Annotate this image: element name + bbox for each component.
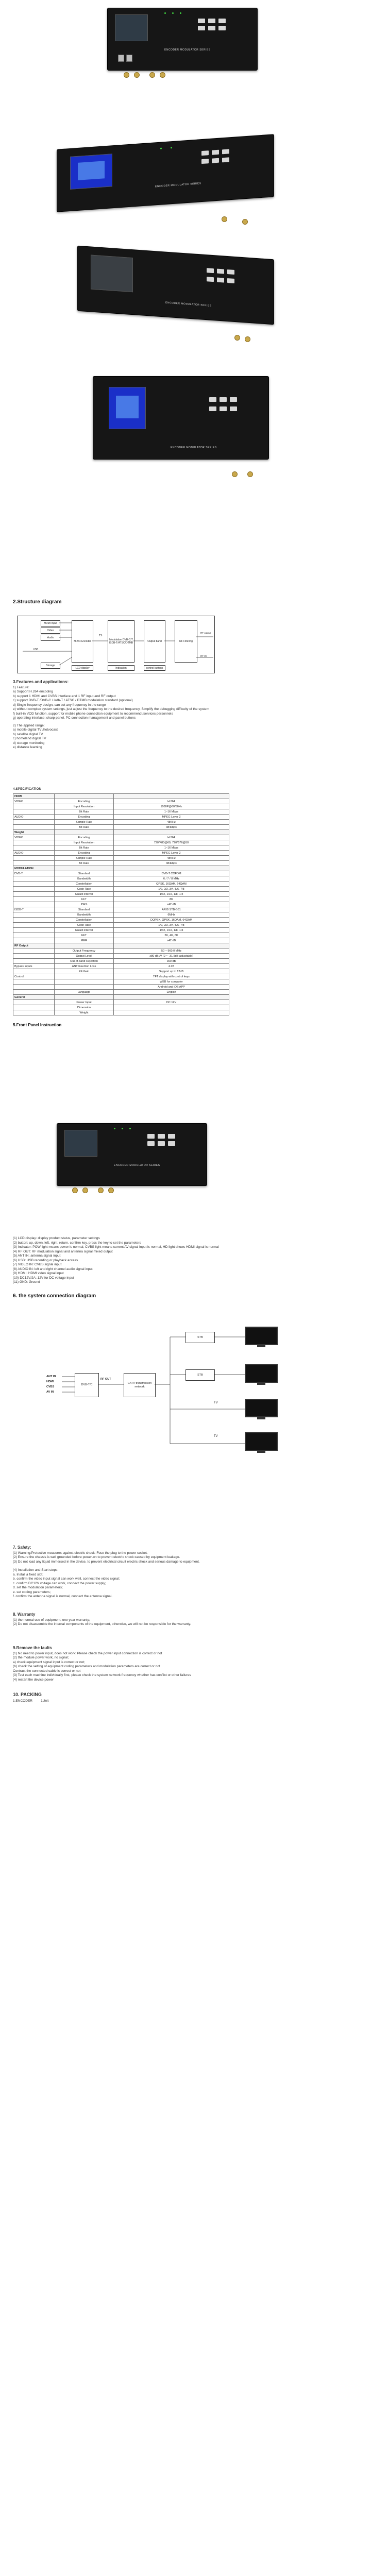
spec-cell: VIDEO <box>13 835 55 840</box>
spec-row <box>13 918 229 923</box>
sys-input-hdmi: HDMI <box>46 1380 54 1383</box>
spec-cell: Android and iOS APP <box>114 985 229 990</box>
input-usb: USB <box>33 648 39 651</box>
spec-cell: Bit Rate <box>55 809 114 815</box>
spec-cell: Input Resolution <box>55 804 114 809</box>
spec-cell: ANT Insertion Loss <box>55 964 114 969</box>
product-photo-3: ENCODER MODULATOR SERIES <box>0 242 388 361</box>
system-connectors <box>13 1309 374 1473</box>
remove-line: Contract the connected cable is correct or not <box>13 1669 81 1673</box>
front-panel-line: (5) ANT IN: antenna signal input <box>13 1254 61 1258</box>
spec-cell <box>114 943 229 948</box>
packing-section <box>13 1692 48 1703</box>
spec-cell: Encoding <box>55 851 114 856</box>
spec-cell: Standard <box>55 907 114 912</box>
device-brand-label: ENCODER MODULATOR SERIES <box>164 48 211 52</box>
spec-cell <box>114 1005 229 1010</box>
spec-cell <box>55 943 114 948</box>
spec-cell: QPSK, 16QAM, 64QAM <box>114 882 229 887</box>
spec-cell <box>13 912 55 918</box>
spec-row <box>13 882 229 887</box>
packing-title: 10. PACKING <box>13 1692 42 1697</box>
spec-cell: Out-of-band Rejection <box>55 959 114 964</box>
spec-cell: AUDIO <box>13 815 55 820</box>
spec-row <box>13 887 229 892</box>
spec-cell <box>13 918 55 923</box>
front-panel-line: (3) Indicator: POW light means power is normal, CVBS light means current AV signal input is normal, HD light shows HDMI signal is normal <box>13 1245 219 1249</box>
block-output-band: Output band <box>144 620 165 663</box>
spec-row <box>13 861 229 866</box>
spec-cell: FFT <box>55 897 114 902</box>
spec-cell: MPEG Layer 2 <box>114 851 229 856</box>
spec-cell: Guard interval <box>55 928 114 933</box>
block-control-buttons: control buttons <box>144 665 165 671</box>
spec-row <box>13 969 229 974</box>
spec-cell: Code Rate <box>55 923 114 928</box>
spec-cell: Bit Rate <box>55 861 114 866</box>
spec-row <box>13 928 229 933</box>
spec-cell <box>13 969 55 974</box>
structure-diagram <box>17 616 215 673</box>
spec-row <box>13 840 229 845</box>
spec-cell <box>114 1010 229 1015</box>
spec-cell: Guard interval <box>55 892 114 897</box>
spec-cell: General <box>13 995 55 1000</box>
spec-cell <box>13 856 55 861</box>
spec-cell <box>114 830 229 835</box>
spec-cell: AUDIO <box>13 851 55 856</box>
front-panel-line: (1) LCD display: display product status, parameter settings <box>13 1236 100 1240</box>
feature-line: d) Single frequency design, can set any frequency in the range <box>13 703 106 707</box>
spec-cell: Dimension <box>55 1005 114 1010</box>
spec-cell: MER <box>55 938 114 943</box>
safety-line: e. set coding parameters; <box>13 1590 51 1594</box>
spec-row <box>13 1010 229 1015</box>
front-panel-line: (2) button: up, down, left, right, return, confirm key, press the key to set the parameters <box>13 1241 141 1245</box>
sys-device-box: DVB-T/C <box>75 1373 99 1397</box>
spec-cell <box>13 804 55 809</box>
feature-line: a) Support H.264 encoding <box>13 690 53 693</box>
spec-row <box>13 809 229 815</box>
front-panel-line: (6) USB: USB recording or playback access <box>13 1258 78 1262</box>
spec-cell: FFT <box>55 933 114 938</box>
remove-line: (3) Test each machine individually first, please check the system network frequency whether has conflict or other failures <box>13 1673 191 1677</box>
spec-cell: Power Input <box>55 1000 114 1005</box>
input-audio: Audio <box>41 635 60 641</box>
spec-row <box>13 871 229 876</box>
input-rf-label: RF IN <box>200 655 207 657</box>
spec-cell: 2K, 4K, 8K <box>114 933 229 938</box>
spec-row <box>13 1000 229 1005</box>
spec-row <box>13 825 229 830</box>
safety-line: (1) Warning:Protective measures against electric shock: Fuse the plug to the power socket. <box>13 1551 148 1555</box>
spec-cell: Bit Rate <box>55 825 114 830</box>
spec-row <box>13 1005 229 1010</box>
spec-cell <box>13 876 55 882</box>
spec-row <box>13 995 229 1000</box>
block-ts-label: TS <box>99 634 103 637</box>
spec-row <box>13 815 229 820</box>
front-panel-line: (8) AUDIO IN: left and right channel audio signal input <box>13 1267 93 1271</box>
sys-stb-1: STB <box>185 1332 215 1343</box>
feature-line: b) support 1 HDMI and CVBS interface and 1 RF input and RF output <box>13 694 116 698</box>
spec-cell: DVB-T <box>13 871 55 876</box>
spec-cell <box>13 820 55 825</box>
app-line: c) homeland digital TV <box>13 737 46 740</box>
spec-cell: ≥60 dB <box>114 959 229 964</box>
front-panel-line: (7) VIDEO IN: CVBS signal input <box>13 1263 62 1266</box>
structure-connectors <box>18 616 214 673</box>
spec-cell <box>13 990 55 995</box>
safety-line: c. confirm DC12V voltage can work, connect the power supply; <box>13 1581 106 1585</box>
spec-cell: Bandwidth <box>55 912 114 918</box>
spec-cell <box>13 892 55 897</box>
spec-cell <box>55 794 114 799</box>
safety-line <box>13 1564 200 1568</box>
spec-row <box>13 866 229 871</box>
spec-cell: Control <box>13 974 55 979</box>
spec-title: 4.SPECIFICATION <box>13 787 42 791</box>
features-section <box>13 680 209 750</box>
spec-cell: 48KHz <box>114 856 229 861</box>
spec-cell: 4 dB <box>114 964 229 969</box>
spec-row <box>13 799 229 804</box>
spec-cell: Sample Rate <box>55 856 114 861</box>
sys-rf-out-label: RF OUT <box>100 1378 111 1381</box>
spec-cell: ARIB STB-B31 <box>114 907 229 912</box>
spec-cell <box>13 954 55 959</box>
spec-row <box>13 954 229 959</box>
remove-section <box>13 1646 191 1682</box>
spec-cell <box>13 938 55 943</box>
spec-cell: Weight <box>13 830 55 835</box>
sys-input-ant: ANT IN <box>46 1375 56 1378</box>
spec-cell: WEB for computer <box>114 979 229 985</box>
spec-cell: ≤42 dB <box>114 902 229 907</box>
spec-row <box>13 933 229 938</box>
spec-row <box>13 948 229 954</box>
app-line: b) satellite digital TV <box>13 732 43 736</box>
spec-cell <box>13 882 55 887</box>
spec-row <box>13 851 229 856</box>
front-panel-line: (11) GND: Ground <box>13 1280 40 1284</box>
block-encoder: H.264 Encoder <box>72 620 93 663</box>
spec-cell: DVB-T COFDM <box>114 871 229 876</box>
app-title: 2) The applied range: <box>13 723 45 727</box>
spec-cell: 384kbps <box>114 825 229 830</box>
feature-line: f) built-in VOD function, support for mobile phone connection equipment to recommend /services personnels <box>13 711 173 716</box>
spec-cell <box>13 840 55 845</box>
spec-cell <box>114 794 229 799</box>
spec-cell <box>13 1005 55 1010</box>
spec-cell: Output Frequency <box>55 948 114 954</box>
spec-cell: English <box>114 990 229 995</box>
sys-tv-label-2: TV <box>214 1435 218 1438</box>
spec-cell: H.264 <box>114 835 229 840</box>
front-panel-line: (10) DC12V/2A: 12V for DC voltage input <box>13 1276 74 1280</box>
sys-input-cvbs: CVBS <box>46 1385 55 1388</box>
warranty-section <box>13 1613 191 1627</box>
spec-cell: Language <box>55 990 114 995</box>
spec-cell <box>13 928 55 933</box>
front-panel-line: (4) RF OUT: RF modulation signal and antenna signal mixed output <box>13 1249 113 1253</box>
spec-cell: 50 ~ 960.0 MHz <box>114 948 229 954</box>
spec-row <box>13 892 229 897</box>
structure-title: 2.Structure diagram <box>13 599 62 605</box>
spec-cell: 1/32, 1/16, 1/8, 1/4 <box>114 928 229 933</box>
spec-cell: DC 12V <box>114 1000 229 1005</box>
spec-cell <box>55 830 114 835</box>
system-title: 6. the system connection diagram <box>13 1293 96 1299</box>
remove-line: (4) restart the device power <box>13 1677 54 1682</box>
spec-row <box>13 974 229 979</box>
spec-cell: Constellation <box>55 882 114 887</box>
spec-cell: Constellation <box>55 918 114 923</box>
safety-line: d. set the modulation parameters; <box>13 1586 63 1589</box>
input-storage: Storage <box>41 663 60 669</box>
spec-cell: 384kbps <box>114 861 229 866</box>
front-panel-line: (9) HDMI: HDMI video signal input <box>13 1272 64 1275</box>
safety-line: f. confirm the antenna signal is normal, connect the antenna signal. <box>13 1595 112 1598</box>
spec-cell: RF Output <box>13 943 55 948</box>
spec-cell: H.264 <box>114 799 229 804</box>
remove-title: 9.Remove the faults <box>13 1646 52 1650</box>
spec-row <box>13 856 229 861</box>
safety-line: b. confirm the video input signal can work well, connect the video signal; <box>13 1577 120 1581</box>
spec-cell: 6MHz <box>114 912 229 918</box>
spec-cell: RF Gain <box>55 969 114 974</box>
spec-cell <box>13 985 55 990</box>
spec-cell <box>13 948 55 954</box>
spec-cell <box>13 861 55 866</box>
spec-row <box>13 897 229 902</box>
safety-title: 7. Safety: <box>13 1545 31 1550</box>
spec-cell <box>13 902 55 907</box>
spec-cell <box>13 845 55 851</box>
spec-cell: ISDB-T <box>13 907 55 912</box>
spec-cell <box>13 923 55 928</box>
product-photo-4: ENCODER MODULATOR SERIES <box>0 361 388 495</box>
spec-cell: Bypass Inputs <box>13 964 55 969</box>
spec-cell: Encoding <box>55 799 114 804</box>
spec-cell: MPEG Layer 2 <box>114 815 229 820</box>
spec-row <box>13 876 229 882</box>
spec-row <box>13 943 229 948</box>
input-video: Video <box>41 628 60 634</box>
spec-cell <box>114 995 229 1000</box>
block-modulation: Modulation DVB-C/T ISDB-T/ATSC/DTMB <box>108 620 134 663</box>
spec-row <box>13 912 229 918</box>
spec-cell: VIDEO <box>13 799 55 804</box>
warranty-title: 8. Warranty <box>13 1612 36 1617</box>
spec-cell <box>13 933 55 938</box>
spec-table <box>13 793 229 1015</box>
spec-cell: DQPSK, QPSK, 16QAM, 64QAM <box>114 918 229 923</box>
warranty-line: (2) Do not disassemble the internal components of the equipment, otherwise, we will not be responsible for the warranty. <box>13 1622 191 1626</box>
remove-line: a) check equipment signal input is correct or not; <box>13 1660 85 1664</box>
spec-row <box>13 820 229 825</box>
spec-cell: Weight <box>55 1010 114 1015</box>
spec-cell: 48KHz <box>114 820 229 825</box>
sys-stb-2: STB <box>185 1369 215 1381</box>
spec-cell <box>114 866 229 871</box>
block-rf-filtering: RF Filtering <box>175 620 197 663</box>
spec-cell: ≥80 dBμV (0 ~ -31.5dB adjustable) <box>114 954 229 959</box>
remove-line: (b) check the setting of equipment coding parameters and modulation parameters are correct or not <box>13 1665 160 1668</box>
spec-row <box>13 830 229 835</box>
block-indication: Indication <box>108 665 134 671</box>
spec-row <box>13 979 229 985</box>
spec-row <box>13 845 229 851</box>
spec-cell: 1~16 Mbps <box>114 809 229 815</box>
spec-cell: ≥42 dB <box>114 938 229 943</box>
spec-row <box>13 985 229 990</box>
system-diagram <box>13 1309 374 1473</box>
spec-cell: Sample Rate <box>55 820 114 825</box>
spec-row <box>13 990 229 995</box>
spec-cell: Encoding <box>55 835 114 840</box>
spec-cell <box>13 979 55 985</box>
app-line: a) mobile digital TV /hotvocast <box>13 728 58 732</box>
spec-cell: 1~16 Mbps <box>114 845 229 851</box>
feature-line: e) without complex system settings, just adjust the frequency to the desired frequency, Simplify the debugging difficulty of the system <box>13 707 209 711</box>
spec-cell: 8K <box>114 897 229 902</box>
feature-line: 1) Feature: <box>13 685 29 689</box>
sys-input-av: AV IN <box>46 1391 54 1394</box>
spec-cell: Output Level <box>55 954 114 959</box>
spec-cell: 1080P@60/50Hz <box>114 804 229 809</box>
spec-row <box>13 835 229 840</box>
spec-cell: 6 / 7 / 8 MHz <box>114 876 229 882</box>
spec-cell <box>13 1010 55 1015</box>
spec-row <box>13 938 229 943</box>
spec-cell: 1/32, 1/16, 1/8, 1/4 <box>114 892 229 897</box>
spec-cell: Code Rate <box>55 887 114 892</box>
spec-cell: Encoding <box>55 815 114 820</box>
spec-row <box>13 959 229 964</box>
spec-cell: Bit Rate <box>55 845 114 851</box>
app-line: e) distance learning <box>13 745 42 749</box>
spec-cell <box>55 979 114 985</box>
safety-line: (3) Do not load any liquid immersed in the device, to prevent electrical circuit electric shock and serious damage to equipment. <box>13 1560 200 1564</box>
remove-line: (2) the module power work, no signal; <box>13 1656 69 1659</box>
spec-row <box>13 902 229 907</box>
output-rf-label: RF output <box>200 632 211 634</box>
spec-row <box>13 804 229 809</box>
spec-cell <box>55 995 114 1000</box>
front-panel-photo: ENCODER MODULATOR SERIES <box>0 1103 388 1216</box>
app-line: d) storage monitoring <box>13 741 45 745</box>
spec-cell: MODULATION <box>13 866 55 871</box>
spec-cell: Bandwidth <box>55 876 114 882</box>
warranty-line: (1) the normal use of equipment, one year warranty; <box>13 1618 90 1622</box>
product-photo-1 <box>0 0 388 113</box>
block-lcd: LCD display <box>72 665 93 671</box>
product-photo-2: ENCODER MODULATOR SERIES <box>0 118 388 237</box>
sys-network-box: CATV transmission network <box>124 1373 156 1397</box>
spec-cell: TFT display with control keys <box>114 974 229 979</box>
spec-cell: Support up to 12dB <box>114 969 229 974</box>
input-hdmi: HDMI Input <box>41 620 60 626</box>
safety-line: a. Install a fixed slot; <box>13 1572 43 1577</box>
spec-row <box>13 923 229 928</box>
safety-line: (2) Ensure the chassis is well grounded before power-on to prevent electric shock caused by equipment leakage. <box>13 1555 180 1559</box>
spec-row <box>13 794 229 799</box>
spec-cell: Input Resolution <box>55 840 114 845</box>
sys-tv-label-1: TV <box>214 1401 218 1404</box>
spec-cell <box>13 897 55 902</box>
spec-cell <box>55 985 114 990</box>
feature-line: g) operating interface: sharp panel, PC connection management and panel buttons <box>13 716 136 720</box>
safety-section <box>13 1546 200 1599</box>
safety-line: (4) Installation and Start steps: <box>13 1568 59 1572</box>
spec-cell <box>13 1000 55 1005</box>
remove-line: (1) No need to power input, does not work: Please check the power input connection is correct or not <box>13 1651 162 1655</box>
spec-cell: Standard <box>55 871 114 876</box>
spec-cell <box>13 959 55 964</box>
spec-row <box>13 907 229 912</box>
front-panel-title: 5.Front Panel Instruction <box>13 1023 62 1027</box>
spec-cell <box>13 825 55 830</box>
spec-row <box>13 964 229 969</box>
spec-cell: 720*480@60, 720*576@50 <box>114 840 229 845</box>
spec-cell: HDMI <box>13 794 55 799</box>
spec-cell <box>13 809 55 815</box>
spec-cell: IDES <box>55 902 114 907</box>
front-panel-list <box>13 1236 219 1285</box>
spec-cell: 1/2, 2/3, 3/4, 5/6, 7/8 <box>114 887 229 892</box>
packing-line: 1.ENCODER 1Unit <box>13 1699 49 1703</box>
spec-cell: 1/2, 2/3, 3/4, 5/6, 7/8 <box>114 923 229 928</box>
features-title: 3.Features and applications: <box>13 680 69 684</box>
spec-cell <box>55 866 114 871</box>
spec-cell <box>13 887 55 892</box>
spec-cell <box>55 974 114 979</box>
feature-line: c) support DVB-T /DVB-C / isdb-T / ATSC / DTMB modulation standard (optional) <box>13 699 133 702</box>
